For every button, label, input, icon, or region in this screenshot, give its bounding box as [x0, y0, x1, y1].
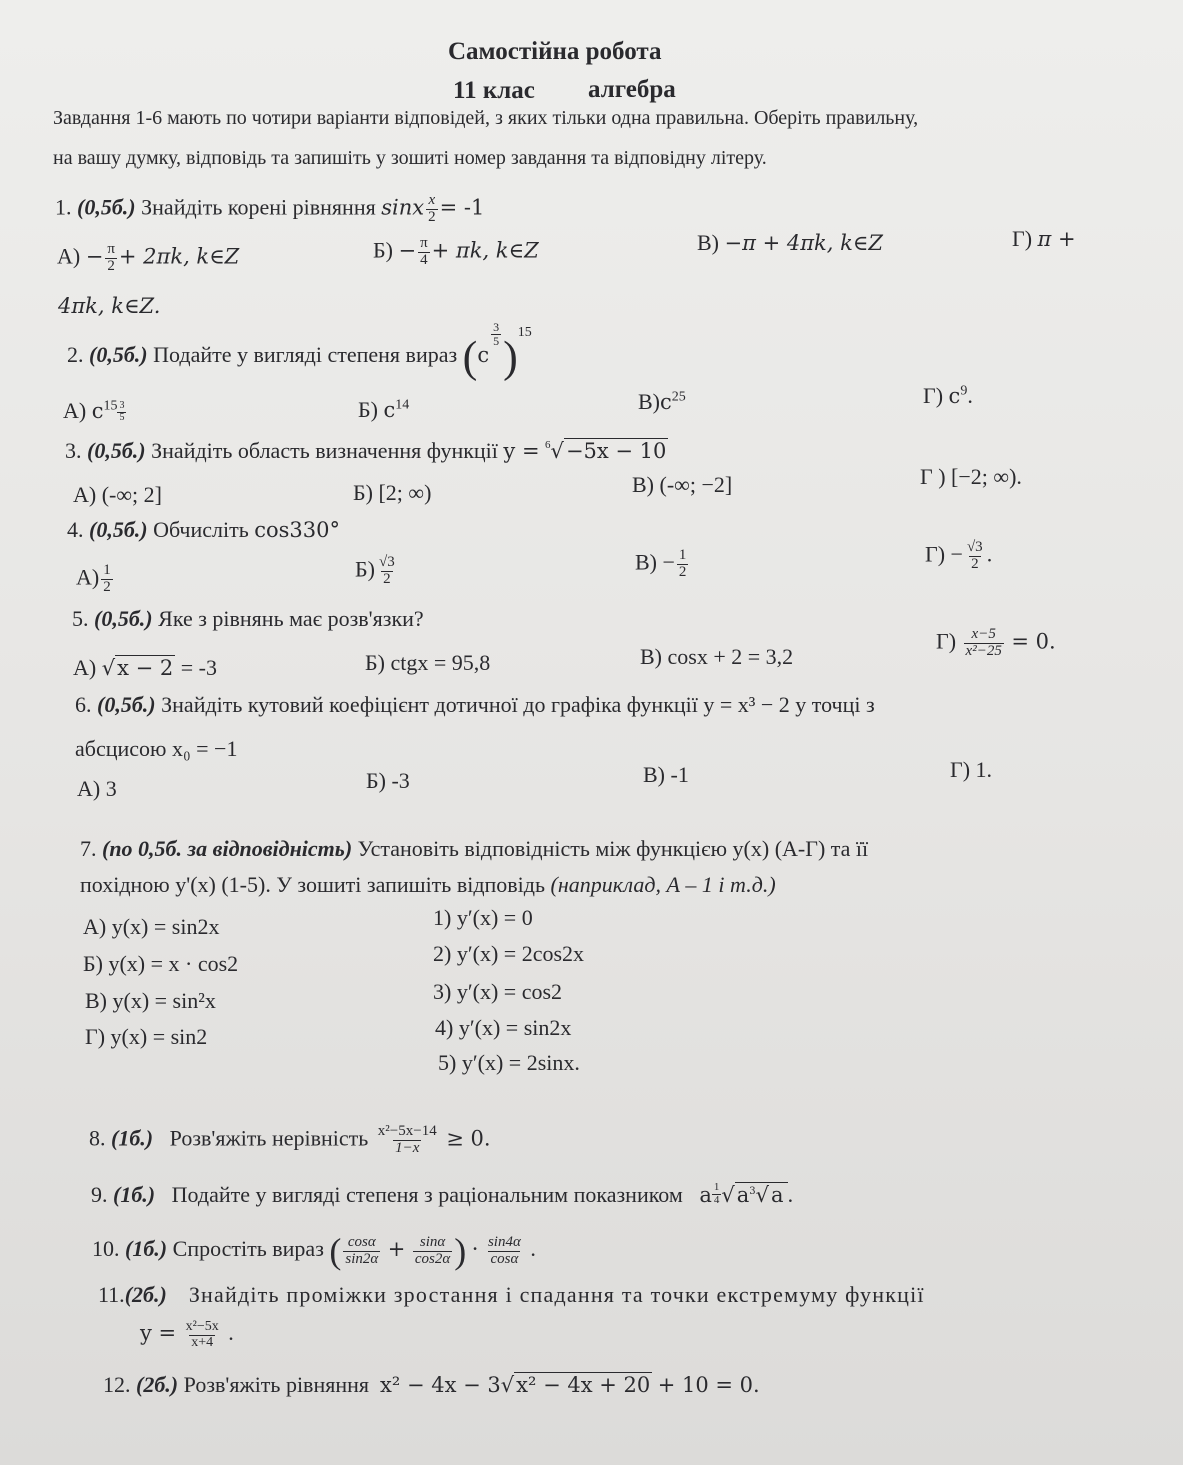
q3-option-b: Б) [2; ∞)	[353, 480, 432, 505]
q2-option-c: $В)c^{25}$	[638, 389, 686, 414]
question-11: 11.(2б.) Знайдіть проміжки зростання і спадання та точки екстремуму функції	[98, 1282, 925, 1307]
question-8: 8. (1б.) Розв'яжіть нерівність $\frac{\text{x²−5x−14}}{1-x}$ ≥ 0.	[89, 1123, 491, 1156]
intro-line-2: на вашу думку, відповідь та запишіть у зошиті номер завдання та відповідну літеру.	[53, 147, 767, 169]
q3-option-d: Г ) [−2; ∞).	[920, 464, 1022, 489]
q7-derivative-5: 5) y′(x) = 2sinx.	[438, 1050, 580, 1075]
q4-option-c: В) − $\frac{1}{2}$	[635, 547, 687, 580]
q3-option-a: А) (-∞; 2]	[73, 482, 162, 507]
q7-derivative-2: 2) y′(x) = 2cos2x	[433, 941, 585, 966]
question-5: 5. (0,5б.) Яке з рівнянь має розв'язки?	[72, 606, 424, 631]
subject-label: алгебра	[588, 76, 676, 103]
q6-option-c: В) -1	[643, 762, 689, 787]
q6-option-a: А) 3	[77, 776, 117, 801]
q2-option-b: Б) $c^{14}$	[358, 397, 410, 422]
question-12: 12. (2б.) Розв'яжіть рівняння x² − 4x − 3√x² − 4x + 20 + 10 = 0.	[103, 1372, 760, 1397]
math-expression: = -1	[439, 195, 485, 220]
question-4: 4. (0,5б.) Обчисліть cos330°	[67, 517, 340, 542]
q7-derivative-1: 1) y′(x) = 0	[433, 905, 533, 930]
math-expression: sinx	[381, 195, 425, 220]
q7-function-d: Г) y(x) = sin2	[85, 1024, 208, 1049]
worksheet-title: Самостійна робота	[448, 38, 662, 65]
q7-function-b: Б) y(x) = x · cos2	[83, 951, 239, 976]
question-11-function: y = $\frac{\text{x²−5x}}{x+4}$ .	[140, 1319, 234, 1350]
question-3: 3. (0,5б.) Знайдіть область визначення функції y = $^6$√−5x − 10	[65, 438, 667, 463]
q1-option-c: В) −π + 4πk, k∈Z	[697, 230, 883, 255]
q5-option-c: В) cosx + 2 = 3,2	[640, 644, 794, 669]
q1-option-b: Б) − $\frac{\pi}{4}$ + πk, k∈Z	[373, 235, 539, 268]
question-7: 7. (по 0,5б. за відповідність) Установіть відповідність між функцією y(x) (А-Г) та її	[80, 836, 869, 861]
q5-option-a: А) √x − 2 = -3	[73, 655, 217, 680]
q4-option-a: А) $\frac{1}{2}$	[76, 562, 111, 595]
question-6-line-2: абсцисою x₀ = −1	[75, 736, 238, 761]
q6-option-b: Б) -3	[366, 768, 410, 793]
question-6: 6. (0,5б.) Знайдіть кутовий коефіцієнт дотичної до графіка функції y = x³ − 2 у точці з	[75, 692, 875, 717]
question-9: 9. (1б.) Подайте у вигляді степеня з раціональним показником a $\frac{1}{4}$ $√a^3√a$ .	[91, 1181, 794, 1207]
q3-option-c: В) (-∞; −2]	[632, 472, 733, 497]
q7-function-a: А) y(x) = sin2x	[83, 914, 220, 939]
grade-label: 11 клас	[453, 77, 535, 104]
q4-option-d: Г) − $\frac{√3}{2}$ .	[925, 539, 993, 572]
q5-option-b: Б) ctgx = 95,8	[365, 650, 491, 675]
q4-option-b: Б) $\frac{√3}{2}$	[355, 554, 395, 587]
q7-function-c: В) y(x) = sin²x	[85, 988, 216, 1013]
q2-option-d: Г) $c^9$.	[923, 383, 973, 408]
q5-option-d: Г) $\frac{x-5}{\text{x²−25}}$ = 0.	[936, 626, 1056, 659]
intro-line-1: Завдання 1-6 мають по чотири варіанти відповідей, з яких тільки одна правильна. Оберіть правильну,	[53, 107, 919, 129]
q7-derivative-4: 4) y′(x) = sin2x	[435, 1015, 572, 1040]
question-points: (0,5б.)	[77, 194, 136, 220]
fraction: $\frac{x}{2}$	[428, 192, 436, 225]
question-1	[55, 193, 484, 226]
question-2: 2. (0,5б.) Подайте у вигляді степеня вираз (c $\frac{3}{5}$ )$^{15}$	[67, 320, 532, 382]
question-7-line-2: похідною y'(x) (1-5). У зошиті запишіть відповідь (наприклад, А – 1 і т.д.)	[80, 872, 776, 897]
q1-option-d-continued: 4πk, k∈Z.	[58, 294, 161, 318]
q1-option-d: Г) π +	[1012, 226, 1076, 251]
question-text: Знайдіть корені рівняння	[141, 194, 376, 220]
question-number: 1.	[55, 194, 72, 220]
question-10: 10. (1б.) Спростіть вираз ( $\frac{\cos\alpha}{\sin 2\alpha}$ + $\frac{\sin\alpha}{\cos 2\alpha}$ ) · $\frac{\sin 4\alpha}{\cos\alpha}$ .	[92, 1231, 536, 1271]
q2-option-a: А) $c^{15}$ $\frac{3}{5}$	[63, 398, 125, 423]
q6-option-d: Г) 1.	[950, 757, 993, 782]
q1-option-a: А) − $\frac{\pi}{2}$ + 2πk, k∈Z	[57, 241, 240, 274]
q7-derivative-3: 3) y′(x) = cos2	[433, 979, 563, 1004]
